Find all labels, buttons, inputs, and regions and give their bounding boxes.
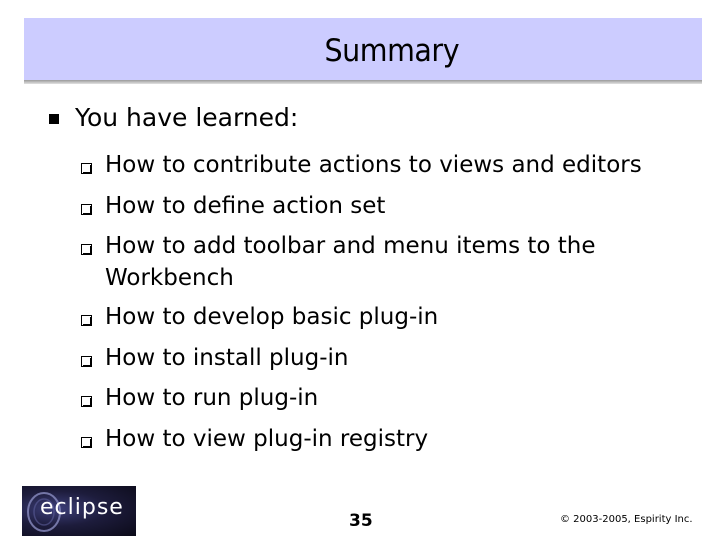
list-item (80, 190, 685, 224)
checkbox-square-icon (81, 163, 92, 174)
page-number: 35 (349, 511, 373, 531)
list-item (80, 230, 685, 294)
title-shadow (24, 80, 702, 84)
checkbox-square-icon (81, 244, 92, 255)
checkbox-square-icon (81, 396, 92, 407)
logo-text: eclipse (40, 495, 124, 520)
list-item (80, 382, 685, 416)
list-item-text: How to develop basic plug-in (105, 304, 439, 330)
list-item (80, 149, 685, 183)
checkbox-square-icon (81, 356, 92, 367)
section-heading: You have learned: (75, 103, 299, 132)
summary-list (80, 149, 685, 463)
checkbox-square-icon (81, 437, 92, 448)
list-item-text: How to contribute actions to views and editors (105, 152, 642, 178)
list-item-text: How to install plug-in (105, 344, 349, 371)
list-item-text: How to define action set (105, 192, 386, 219)
list-item-text: How to add toolbar and menu items to the Workbench (105, 233, 596, 291)
copyright-text: © 2003-2005, Espirity Inc. (560, 514, 693, 525)
checkbox-square-icon (81, 315, 92, 326)
filled-square-bullet-icon (49, 114, 59, 124)
list-item-text: How to run plug-in (105, 385, 319, 411)
list-item (80, 423, 685, 457)
slide-title: Summary (324, 33, 460, 69)
list-item (80, 301, 685, 335)
eclipse-logo (22, 486, 136, 536)
list-item (80, 342, 685, 376)
list-item-text: How to view plug-in registry (105, 425, 429, 452)
checkbox-square-icon (81, 204, 92, 215)
